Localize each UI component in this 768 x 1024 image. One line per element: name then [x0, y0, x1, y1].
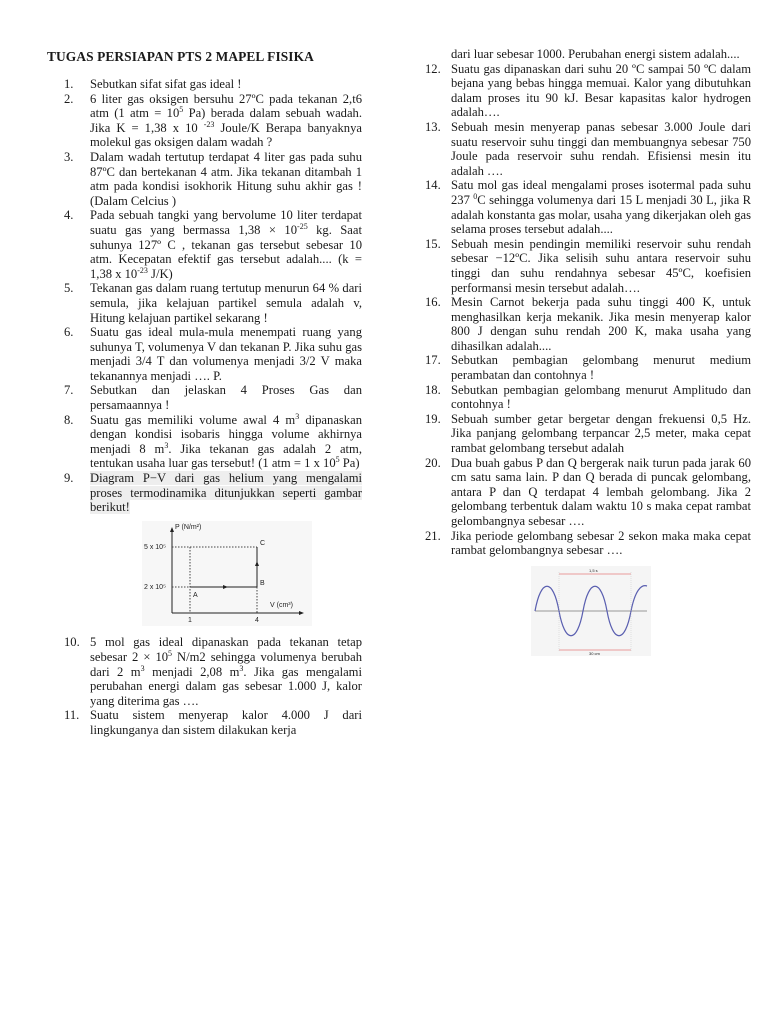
question-item	[425, 529, 751, 660]
question-item	[64, 708, 362, 737]
question-text: Sebutkan sifat sifat gas ideal !	[90, 77, 242, 91]
document-title: TUGAS PERSIAPAN PTS 2 MAPEL FISIKA	[47, 49, 314, 64]
question-item	[64, 471, 362, 635]
pv-y-axis-label: P (N/m²)	[175, 523, 202, 531]
question-number: 5.	[64, 281, 74, 296]
question-number: 3.	[64, 149, 74, 164]
question-item	[425, 178, 751, 236]
question-number: 16.	[425, 295, 441, 310]
question-text: Suatu gas memiliki volume awal 4 $m^3$ dipanaskan dengan kondisi isobaris hingga volume akhirnya menjadi 8 $m^3$. Jika tekanan gas adalah 2 atm, tentukan usaha luar gas tersebut! (1 atm = 1 x $10^5$ Pa)	[90, 411, 362, 471]
question-text: Dua buah gabus P dan Q bergerak naik turun pada jarak 60 cm satu sama lain. P dan Q berada di puncak gelombang, antara P dan Q terdapat 4 lembah gelombang. Jika 2 gelombang terbentuk dalam waktu 10 s maka cepat rambat gelombangnya sebesar ….	[451, 455, 751, 528]
pv-x-tick-4: 4	[255, 616, 259, 624]
question-item	[425, 383, 751, 412]
question-text: Sebuah mesin menyerap panas sebesar 3.000 Joule dari suatu reservoir suhu tinggi dan membuangnya sebesar 750 Joule pada reservoir suhu rendah. Efisiensi mesin itu adalah ….	[451, 119, 751, 178]
question-item	[64, 77, 362, 92]
question-text: Suatu sistem menyerap kalor 4.000 J dari lingkunganya dan sistem dilakukan kerja	[90, 708, 362, 737]
question-number: 14.	[425, 178, 441, 193]
question-number: 9.	[64, 471, 74, 486]
question-item	[425, 412, 751, 456]
question-text: Sebutkan pembagian gelombang menurut Amplitudo dan contohnya !	[451, 382, 751, 412]
question-number: 8.	[64, 412, 74, 427]
wave-bottom-label: 30 cm	[589, 650, 600, 656]
question-text: Tekanan gas dalam ruang tertutup menurun 64 % dari semula, jika kelajuan partikel semula adalah v, Hitung kelajuan partikel sekarang !	[90, 281, 362, 325]
question-item	[425, 62, 751, 120]
pv-x-axis-label: V (cm³)	[270, 601, 293, 609]
question-number: 21.	[425, 528, 441, 543]
question-number: 15.	[425, 236, 441, 251]
question-text: Suatu gas ideal mula-mula menempati ruang yang suhunya T, volumenya V dan tekanan P. Jika suhu gas menjadi 3/4 T dan volumenya menjadi 3/2 V maka tekanannya menjadi …. P.	[90, 325, 362, 383]
pv-x-tick-1: 1	[188, 616, 192, 624]
question-number: 20.	[425, 455, 441, 470]
question-number: 18.	[425, 382, 441, 397]
question-text: Pada sebuah tangki yang bervolume 10 liter terdapat suatu gas yang bermassa $1,38 \times 10^{-25}$ kg. Saat suhunya 127º C , tekanan gas tersebut sebesar 10 atm. Kecepatan efektif gas tersebut adalah.... (k = 1,38 x $10^{-23}$ J/K)	[90, 208, 362, 281]
question-item	[64, 413, 362, 471]
wave-top-label: 1,5 s	[589, 567, 598, 573]
question-number: 1.	[64, 77, 74, 91]
pv-y-tick-high: 5 x 10⁵	[144, 543, 166, 551]
question-item	[64, 383, 362, 412]
right-column	[425, 47, 751, 659]
question-text: Suatu gas dipanaskan dari suhu 20 ºC sampai 50 ºC dalam bejana yang bebas hingga memuai. Kalor yang dibutuhkan dalam proses itu 90 kJ. Besar kapasitas kalor hydrogen adalah….	[451, 61, 751, 120]
pv-diagram-figure	[142, 521, 312, 626]
question-11-continuation: dari luar sebesar 1000. Perubahan energi sistem adalah....	[451, 47, 740, 61]
question-text: Mesin Carnot bekerja pada suhu tinggi 400 K, untuk menghasilkan kerja mekanik. Jika mesin menyerap kalor 800 J dengan suhu rendah 200 K, maka usaha yang dihasilkan adalah....	[451, 295, 751, 353]
pv-point-a: A	[193, 591, 198, 599]
right-question-list	[425, 62, 751, 660]
question-text: Diagram P−V dari gas helium yang mengalami proses termodinamika ditunjukkan seperti gambar berikut!	[90, 471, 362, 515]
question-text: Dalam wadah tertutup terdapat 4 liter gas pada suhu 87ºC dan bertekanan 4 atm. Jika tekanan ditambah 1 atm pada kondisi isokhorik Hitung suhu akhir gas ! (Dalam Celcius )	[90, 149, 362, 208]
wave-figure	[531, 566, 651, 656]
question-item	[425, 295, 751, 353]
question-number: 2.	[64, 91, 74, 106]
question-number: 13.	[425, 119, 441, 134]
question-item	[64, 208, 362, 281]
question-text: Satu mol gas ideal mengalami proses isotermal pada suhu 237 $^0$C sehingga volumenya dari 15 L menjadi 30 L, jika R adalah konstanta gas molar, usaha yang dikerjakan oleh gas selama proses tersebut adalah....	[451, 178, 751, 237]
question-number: 17.	[425, 353, 441, 368]
question-number: 12.	[425, 61, 441, 76]
question-item	[64, 325, 362, 383]
question-text: Sebuah sumber getar bergetar dengan frekuensi 0,5 Hz. Jika panjang gelombang terpancar 2,5 meter, maka cepat rambat gelombang tersebut adalah	[451, 411, 751, 456]
question-item	[64, 281, 362, 325]
left-column	[64, 77, 362, 738]
question-text: 6 liter gas oksigen bersuhu 27ºC pada tekanan 2,t6 atm (1 atm = $10^5$ Pa) berada dalam sebuah wadah. Jika K = 1,38 x 10 $^{-23}$ Joule/K Berapa banyaknya molekul gas oksigen dalam wadah ?	[90, 91, 362, 150]
question-text: 5 mol gas ideal dipanaskan pada tekanan tetap sebesar $2 \times 10^5$ N/m2 sehingga volumenya berubah dari 2 $m^3$ menjadi 2,08 $m^3$. Jika gas mengalami perubahan energi dalam gas sebesar 1.000 J, kalor yang diterima gas ….	[90, 635, 362, 708]
question-text: Jika periode gelombang sebesar 2 sekon maka maka cepat rambat gelombangnya sebesar ….	[451, 528, 751, 558]
question-number: 6.	[64, 325, 74, 340]
question-item	[425, 353, 751, 382]
question-item	[425, 120, 751, 178]
pv-point-b: B	[260, 579, 265, 587]
question-number: 4.	[64, 208, 74, 223]
question-number: 11.	[64, 708, 80, 723]
question-item	[64, 150, 362, 208]
question-item	[425, 237, 751, 295]
pv-point-c: C	[260, 539, 266, 547]
question-item	[64, 92, 362, 150]
question-number: 10.	[64, 635, 80, 650]
question-item	[425, 456, 751, 529]
question-item	[64, 635, 362, 708]
question-text: Sebutkan pembagian gelombang menurut medium perambatan dan contohnya !	[451, 353, 751, 383]
question-text: Sebutkan dan jelaskan 4 Proses Gas dan persamaannya !	[90, 383, 362, 413]
question-number: 7.	[64, 383, 74, 398]
pv-y-tick-low: 2 x 10⁵	[144, 583, 166, 591]
question-number: 19.	[425, 411, 441, 426]
question-text: Sebuah mesin pendingin memiliki reservoir suhu rendah sebesar −12ºC. Jika selisih suhu antara reservoir suhu tinggi dan suhu rendahnya sebesar 45ºC, koefisien performansi mesin tersebut adalah….	[451, 236, 751, 295]
